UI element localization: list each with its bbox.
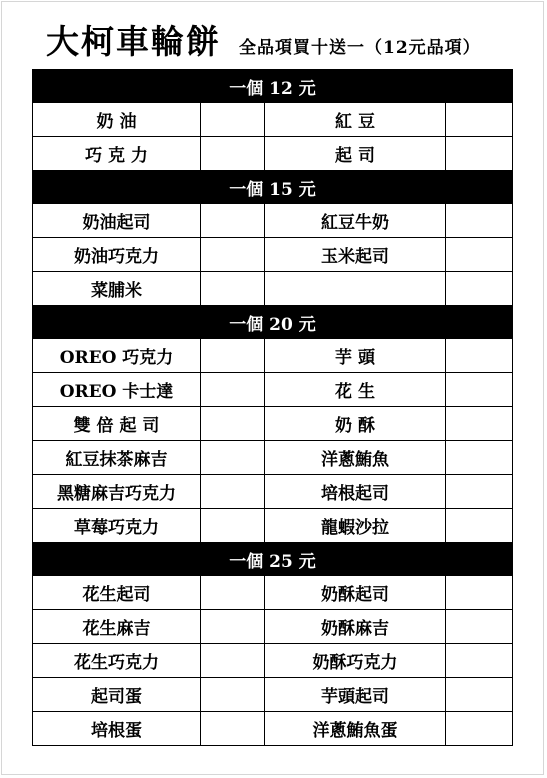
empty-cell xyxy=(446,509,513,543)
menu-row xyxy=(33,103,513,137)
menu-item-name: 花生麻吉 xyxy=(33,610,201,644)
price-section-header xyxy=(33,306,513,339)
menu-item-name: 奶酥起司 xyxy=(265,576,446,610)
empty-cell xyxy=(201,509,265,543)
menu-table xyxy=(32,69,513,746)
menu-item-name: OREO 卡士達 xyxy=(33,373,201,407)
menu-item-name: 芋 頭 xyxy=(265,339,446,373)
menu-item-name: 洋蔥鮪魚 xyxy=(265,441,446,475)
promo-subtitle: 全品項買十送一（12元品項） xyxy=(239,38,481,58)
menu-item-name: 花 生 xyxy=(265,373,446,407)
empty-cell xyxy=(201,103,265,137)
empty-cell xyxy=(201,204,265,238)
empty-cell xyxy=(446,373,513,407)
menu-item-name: 洋蔥鮪魚蛋 xyxy=(265,712,446,746)
menu-row xyxy=(33,644,513,678)
empty-cell xyxy=(201,373,265,407)
menu-item-name: 奶酥巧克力 xyxy=(265,644,446,678)
menu-row xyxy=(33,712,513,746)
menu-item-name: 紅豆牛奶 xyxy=(265,204,446,238)
menu-item-name: 紅豆抹茶麻吉 xyxy=(33,441,201,475)
menu-item-name: 芋頭起司 xyxy=(265,678,446,712)
menu-item-name: 雙 倍 起 司 xyxy=(33,407,201,441)
menu-item-name: 培根起司 xyxy=(265,475,446,509)
menu-row xyxy=(33,610,513,644)
menu-body xyxy=(33,70,513,746)
empty-cell xyxy=(446,644,513,678)
empty-cell xyxy=(201,238,265,272)
menu-item-name: 玉米起司 xyxy=(265,238,446,272)
empty-cell xyxy=(201,272,265,306)
menu-item-name: 奶 油 xyxy=(33,103,201,137)
menu-row xyxy=(33,204,513,238)
menu-item-name: 草莓巧克力 xyxy=(33,509,201,543)
empty-cell xyxy=(201,339,265,373)
menu-item-name: OREO 巧克力 xyxy=(33,339,201,373)
menu-item-name xyxy=(265,272,446,306)
price-section-label: 一個 20 元 xyxy=(33,306,513,339)
empty-cell xyxy=(201,441,265,475)
price-section-header xyxy=(33,171,513,204)
empty-cell xyxy=(201,678,265,712)
menu-item-name: 巧 克 力 xyxy=(33,137,201,171)
empty-cell xyxy=(201,610,265,644)
empty-cell xyxy=(446,103,513,137)
empty-cell xyxy=(446,137,513,171)
empty-cell xyxy=(446,272,513,306)
empty-cell xyxy=(201,407,265,441)
menu-item-name: 龍蝦沙拉 xyxy=(265,509,446,543)
menu-item-name: 花生起司 xyxy=(33,576,201,610)
empty-cell xyxy=(446,475,513,509)
menu-item-name: 花生巧克力 xyxy=(33,644,201,678)
price-section-label: 一個 25 元 xyxy=(33,543,513,576)
menu-row xyxy=(33,509,513,543)
price-section-header xyxy=(33,70,513,103)
empty-cell xyxy=(201,475,265,509)
menu-item-name: 奶油起司 xyxy=(33,204,201,238)
menu-item-name: 起司蛋 xyxy=(33,678,201,712)
menu-row xyxy=(33,576,513,610)
empty-cell xyxy=(446,576,513,610)
menu-item-name: 奶酥麻吉 xyxy=(265,610,446,644)
price-section-header xyxy=(33,543,513,576)
empty-cell xyxy=(446,441,513,475)
menu-item-name: 奶 酥 xyxy=(265,407,446,441)
menu-row xyxy=(33,678,513,712)
menu-row xyxy=(33,339,513,373)
empty-cell xyxy=(446,238,513,272)
empty-cell xyxy=(446,712,513,746)
menu-item-name: 培根蛋 xyxy=(33,712,201,746)
menu-row xyxy=(33,272,513,306)
empty-cell xyxy=(446,610,513,644)
empty-cell xyxy=(201,644,265,678)
menu-item-name: 奶油巧克力 xyxy=(33,238,201,272)
menu-item-name: 黑糖麻吉巧克力 xyxy=(33,475,201,509)
header xyxy=(46,16,481,66)
menu-item-name: 起 司 xyxy=(265,137,446,171)
menu-row xyxy=(33,441,513,475)
empty-cell xyxy=(201,576,265,610)
menu-row xyxy=(33,475,513,509)
empty-cell xyxy=(446,678,513,712)
menu-row xyxy=(33,238,513,272)
price-section-label: 一個 15 元 xyxy=(33,171,513,204)
empty-cell xyxy=(201,712,265,746)
menu-row xyxy=(33,137,513,171)
shop-title: 大柯車輪餅 xyxy=(46,22,221,61)
menu-item-name: 紅 豆 xyxy=(265,103,446,137)
empty-cell xyxy=(446,204,513,238)
menu-item-name: 菜脯米 xyxy=(33,272,201,306)
menu-row xyxy=(33,373,513,407)
empty-cell xyxy=(201,137,265,171)
menu-row xyxy=(33,407,513,441)
price-section-label: 一個 12 元 xyxy=(33,70,513,103)
empty-cell xyxy=(446,407,513,441)
empty-cell xyxy=(446,339,513,373)
